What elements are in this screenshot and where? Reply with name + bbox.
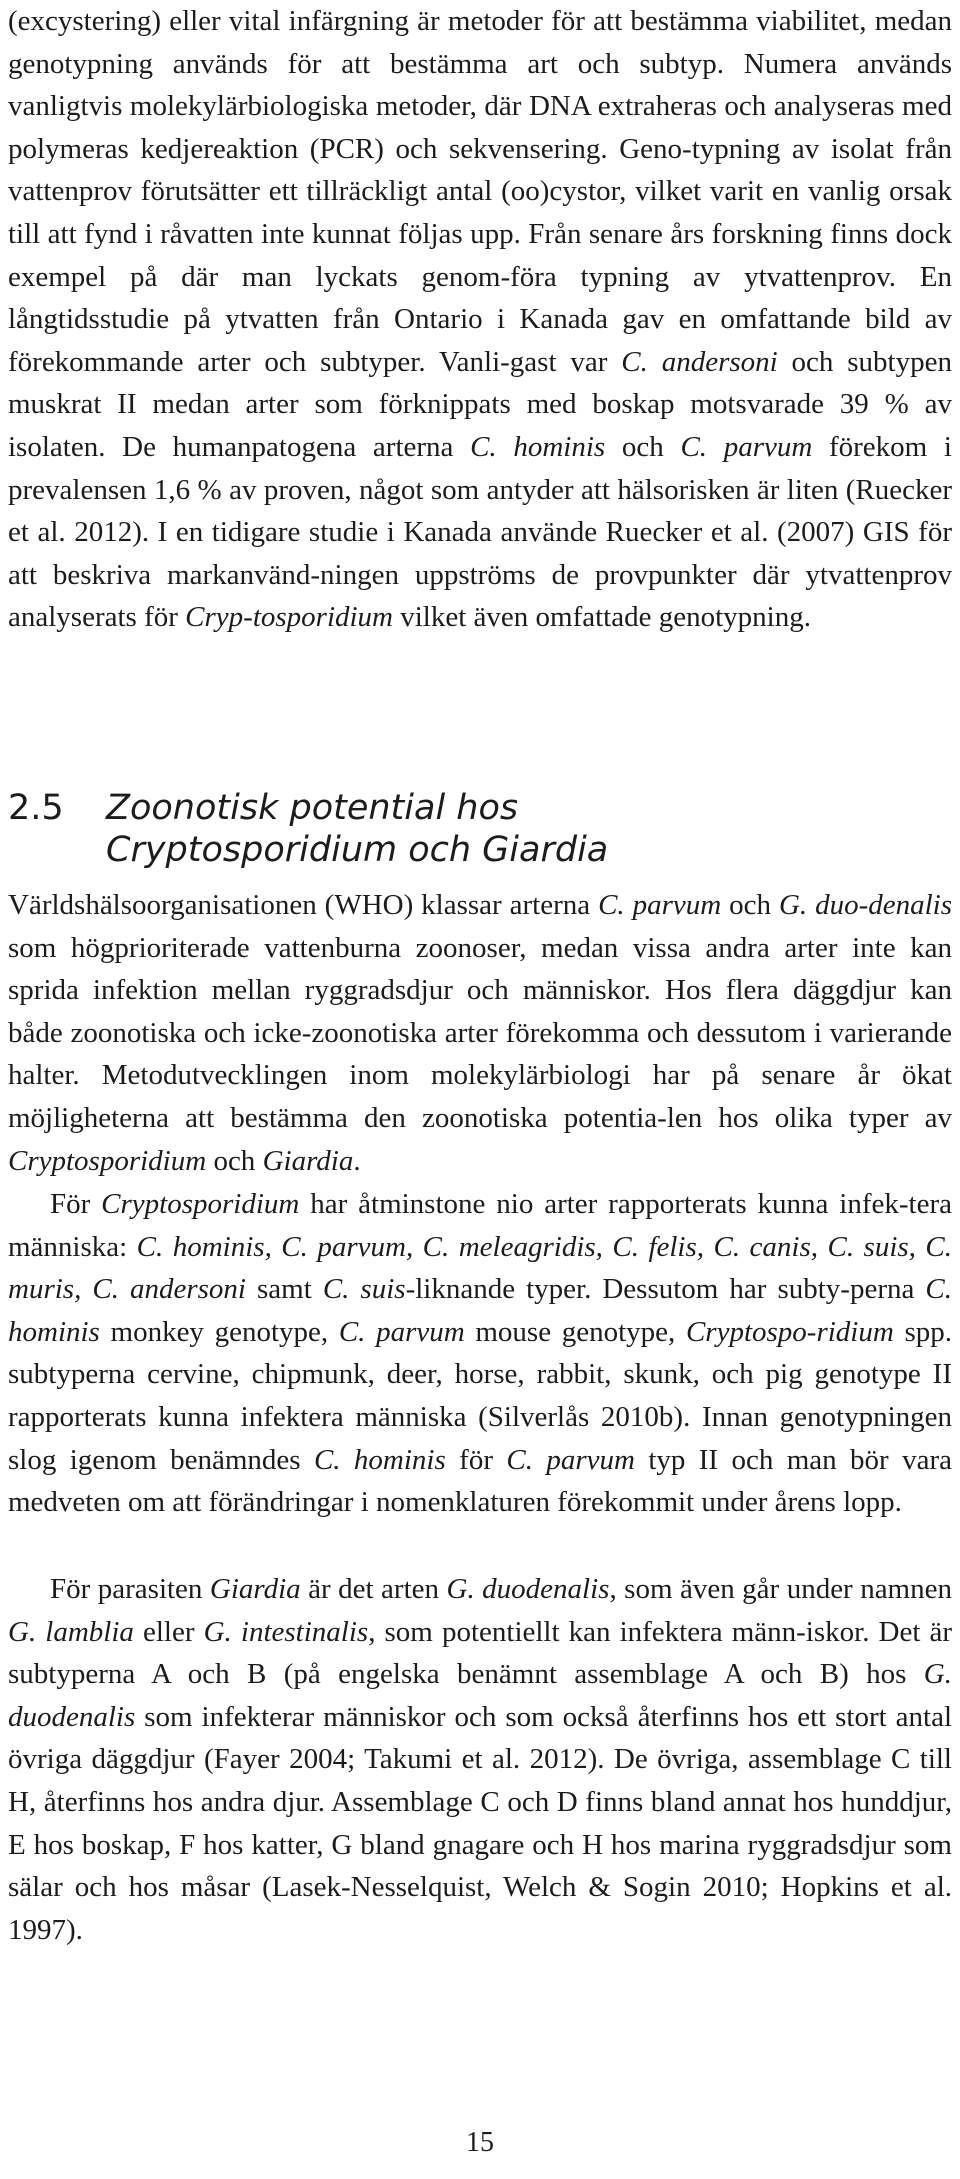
italic-taxon-run: G. intestinalis	[203, 1615, 369, 1648]
italic-taxon-run: C. andersoni	[621, 345, 778, 378]
text-run: och	[206, 1144, 263, 1177]
paragraph-cryptosporidium-species	[8, 1183, 952, 1524]
text-run: Världshälsoorganisationen (WHO) klassar arterna	[8, 889, 599, 921]
italic-taxon-run: G. duo-denalis	[778, 889, 953, 921]
italic-taxon-run: C. parvum	[598, 889, 722, 921]
italic-taxon-run: Cryptosporidium	[8, 1144, 207, 1177]
text-run: monkey genotype,	[99, 1315, 339, 1348]
italic-taxon-run: C. hominis	[470, 430, 606, 463]
text-run: som högprioriterade vattenburna zoonoser, medan vissa andra arter inte kan sprida infektion mellan ryggradsdjur och människor. Hos flera däggdjur kan både zoonotiska och icke-zoonotiska arter förekomma och dessutom i varierande halter. Metodutvecklingen inom molekylärbiologi har på senare år ökat möjligheterna att bestämma den zoonotiska potentia-len hos olika typer av	[8, 931, 952, 1134]
text-run: vilket även omfattade genotypning.	[393, 601, 811, 634]
section-heading	[8, 787, 952, 871]
text-run: För parasiten	[50, 1573, 210, 1605]
text-run: har åtminstone nio arter rapporterats kunna infek-tera människa:	[8, 1188, 952, 1263]
text-run: spp. subtyperna cervine, chipmunk, deer, horse, rabbit, skunk, och pig genotype II rapporterats kunna infektera människa (Silverlås 2010b). Innan genotypningen slog igenom benämndes	[8, 1315, 952, 1476]
paragraph-viability-genotyping	[8, 0, 952, 639]
italic-taxon-run: Giardia	[209, 1573, 301, 1605]
text-run: eller	[133, 1615, 204, 1648]
paragraph-giardia-assemblages	[8, 1568, 952, 1951]
paragraph-who-zoonoses	[8, 884, 952, 1182]
text-run: , som potentiellt kan infektera männ-iskor. Det är subtyperna A och B (på engelska benämnt assemblage A och B) hos	[8, 1615, 953, 1691]
italic-taxon-run: Cryptosporidium	[101, 1188, 300, 1220]
italic-taxon-run: C. hominis, C. parvum, C. meleagridis, C. felis, C. canis, C. suis, C. muris, C. andersoni	[8, 1230, 952, 1306]
text-run: och	[721, 889, 779, 921]
italic-taxon-run: G. lamblia	[8, 1615, 134, 1648]
italic-taxon-run: C. parvum	[506, 1443, 635, 1476]
section-number: 2.5	[8, 788, 64, 828]
section-title-line-2: Cryptosporidium och Giardia	[106, 830, 609, 870]
text-run: och	[605, 430, 681, 463]
text-run: för	[445, 1443, 507, 1476]
italic-taxon-run: Cryptospo-ridium	[685, 1315, 894, 1348]
text-run: För	[50, 1188, 102, 1220]
text-run: -liknande typer. Dessutom har subty-perna	[405, 1273, 926, 1306]
text-run: och subtypen muskrat II medan arter som förknippats med boskap motsvarade 39 % av isolaten. De humanpatogena arterna	[8, 345, 952, 463]
italic-taxon-run: C. suis	[322, 1273, 406, 1306]
italic-taxon-run: G. duodenalis	[446, 1573, 610, 1605]
italic-taxon-run: C. parvum	[338, 1315, 465, 1348]
italic-taxon-run: G. duodenalis	[8, 1658, 952, 1733]
text-run: samt	[245, 1273, 323, 1306]
page-number: 15	[466, 2127, 494, 2158]
italic-taxon-run: C. parvum	[680, 430, 813, 463]
italic-taxon-run: C. hominis	[313, 1443, 446, 1476]
text-run: .	[353, 1144, 361, 1177]
italic-taxon-run: Giardia	[262, 1144, 354, 1177]
section-title-line-1: Zoonotisk potential hos	[106, 788, 519, 828]
text-run: mouse genotype,	[464, 1315, 686, 1348]
text-run: är det arten	[300, 1573, 447, 1605]
italic-taxon-run: C. hominis	[8, 1273, 952, 1348]
italic-taxon-run: Cryp-tosporidium	[185, 601, 393, 634]
text-run: (excystering) eller vital infärgning är metoder för att bestämma viabilitet, medan genotypning används för att bestämma art och subtyp. Numera används vanligtvis molekylärbiologiska metoder, där DNA extraheras och analyseras med polymeras kedjereaktion (PCR) och sekvensering. Geno-typning av isolat från vattenprov förutsätter ett tillräckligt antal (oo)cystor, vilket varit en vanlig orsak till att fynd i råvatten inte kunnat följas upp. Från senare års forskning finns dock exempel på där man lyckats genom-föra typning av ytvattenprov. En långtidsstudie på ytvatten från Ontario i Kanada gav en omfattande bild av förekommande arter och subtyper. Vanli-gast var	[8, 5, 952, 378]
text-run: , som även går under namnen	[609, 1573, 952, 1605]
text-run: typ II och man bör vara medveten om att förändringar i nomenklaturen förekommit under årens lopp.	[8, 1443, 952, 1519]
text-run: förekom i prevalensen 1,6 % av proven, något som antyder att hälsorisken är liten (Ruecker et al. 2012). I en tidigare studie i Kanada använde Ruecker et al. (2007) GIS för att beskriva markanvänd-ningen uppströms de provpunkter där ytvattenprov analyserats för	[8, 430, 952, 634]
text-run: som infekterar människor och som också återfinns hos ett stort antal övriga däggdjur (Fayer 2004; Takumi et al. 2012). De övriga, assemblage C till H, återfinns hos andra djur. Assemblage C och D finns bland annat hos hunddjur, E hos boskap, F hos katter, G bland gnagare och H hos marina ryggradsdjur som sälar och hos måsar (Lasek-Nesselquist, Welch & Sogin 2010; Hopkins et al. 1997).	[8, 1700, 952, 1946]
